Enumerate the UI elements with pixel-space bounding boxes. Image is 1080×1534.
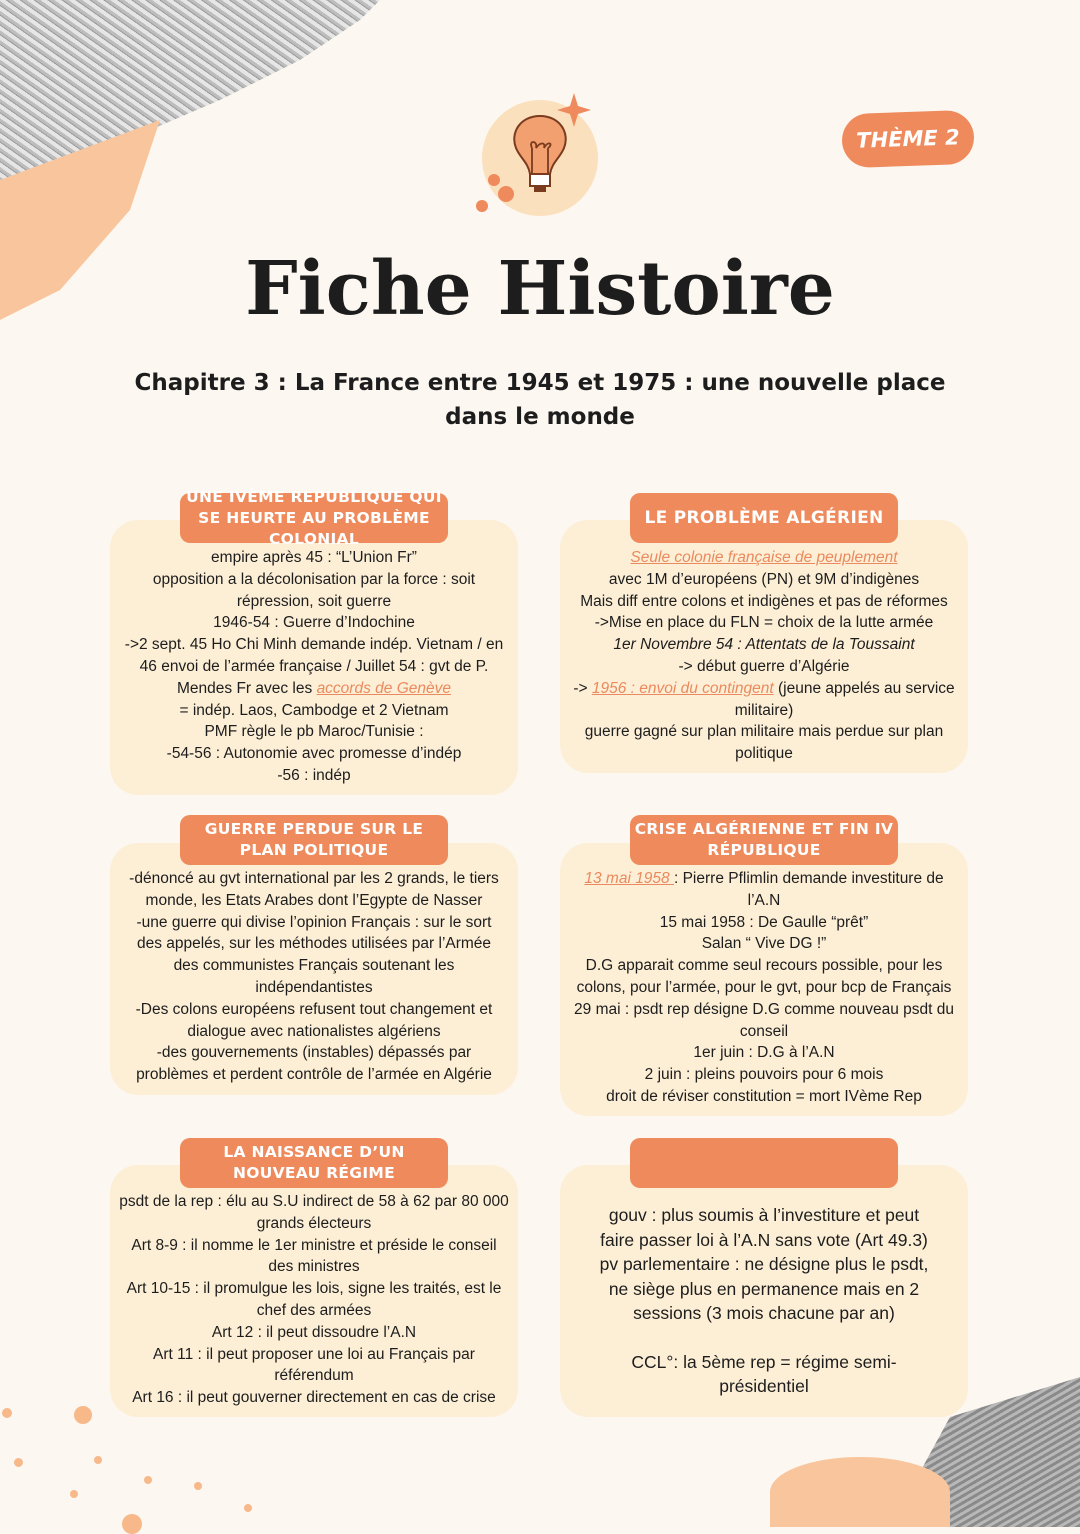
text-segment: empire après 45 : “L’Union Fr” <box>211 549 417 566</box>
dot-decoration <box>144 1476 152 1484</box>
card-line <box>104 1278 524 1300</box>
card-line <box>104 999 524 1021</box>
text-segment: 1946-54 : Guerre d’Indochine <box>213 614 415 632</box>
text-segment: 1er juin : D.G à l’A.N <box>693 1044 835 1062</box>
text-segment: militaire) <box>734 701 794 719</box>
card-line <box>104 1021 524 1043</box>
card-line <box>560 1326 968 1350</box>
card-line <box>554 955 974 977</box>
text-segment: dialogue avec nationalistes algériens <box>187 1022 441 1040</box>
text-segment: Mais diff entre colons et indigènes et pas de réformes <box>580 592 948 610</box>
card-line <box>104 634 524 656</box>
dot-decoration <box>14 1458 23 1467</box>
card-line <box>560 1277 968 1302</box>
text-segment: grands électeurs <box>256 1214 372 1232</box>
dot-decoration <box>244 1504 252 1512</box>
text-segment: problèmes et perdent contrôle de l’armée en Algérie <box>136 1066 492 1084</box>
text-segment: politique <box>735 745 793 763</box>
card-line <box>554 1086 974 1108</box>
card-line <box>104 721 524 743</box>
text-segment: 29 mai : psdt rep désigne D.G comme nouveau psdt du <box>574 1000 954 1018</box>
card-body <box>560 1203 968 1399</box>
text-segment: opposition a la décolonisation par la force : soit <box>152 570 476 588</box>
card-line <box>104 1042 524 1064</box>
card-body <box>104 868 524 1086</box>
text-segment: 1er Novembre 54 : Attentats de la Toussaint <box>613 636 915 654</box>
card-line <box>554 912 974 934</box>
card-new-regime <box>110 1165 518 1417</box>
text-segment: Art 10-15 : il promulgue les lois, signe les traités, est le <box>126 1280 502 1298</box>
dot-decoration <box>2 1408 12 1418</box>
highlighted-term: accords de Genève <box>316 679 451 697</box>
card-line <box>104 569 524 591</box>
text-segment: faire passer loi à l’A.N sans vote (Art 49.3) <box>600 1229 928 1250</box>
card-line <box>104 1322 524 1344</box>
card-line <box>554 977 974 999</box>
text-segment: -> <box>573 679 592 697</box>
text-segment: des communistes Français soutenant les <box>173 957 455 975</box>
text-segment: répression, soit guerre <box>236 592 392 610</box>
text-segment: Art 11 : il peut proposer une loi au Français par <box>153 1345 475 1363</box>
card-heading: GUERRE PERDUE SUR LE PLAN POLITIQUE <box>180 815 448 865</box>
text-segment: -56 : indép <box>277 766 351 784</box>
text-segment: -des gouvernements (instables) dépassés par <box>156 1044 472 1062</box>
text-segment: 15 mai 1958 : De Gaulle “prêt” <box>659 913 869 931</box>
card-line <box>554 743 974 765</box>
card-line <box>104 1256 524 1278</box>
card-line <box>104 678 524 700</box>
card-body <box>104 1191 524 1409</box>
text-segment: ->2 sept. 45 Ho Chi Minh demande indép. Vietnam / en <box>124 636 504 654</box>
card-body <box>554 547 974 765</box>
text-segment: : Pierre Pflimlin demande investiture de <box>673 870 944 887</box>
card-line <box>554 1042 974 1064</box>
card-line <box>554 678 974 700</box>
card-line <box>554 868 974 890</box>
card-line <box>104 933 524 955</box>
card-heading: LE PROBLÈME ALGÉRIEN <box>630 493 898 543</box>
card-line <box>554 1064 974 1086</box>
card-line <box>554 634 974 656</box>
card-line <box>554 700 974 722</box>
highlighted-term: 13 mai 1958 <box>584 870 674 887</box>
text-segment: 46 envoi de l’armée française / Juillet 54 : gvt de P. <box>139 657 489 675</box>
lightbulb-icon <box>470 88 610 218</box>
card-line <box>104 868 524 890</box>
card-body <box>104 547 524 787</box>
text-segment: présidentiel <box>719 1376 809 1396</box>
text-segment: Art 8-9 : il nomme le 1er ministre et préside le conseil <box>131 1236 497 1254</box>
text-segment: avec 1M d’européens (PN) et 9M d’indigènes <box>608 570 920 588</box>
card-conclusion <box>560 1165 968 1417</box>
card-body <box>554 868 974 1108</box>
text-segment: des appelés, sur les méthodes utilisées par l’Armée <box>136 935 492 953</box>
dot-decoration <box>194 1482 202 1490</box>
card-line <box>104 656 524 678</box>
card-line <box>554 933 974 955</box>
card-line <box>554 1021 974 1043</box>
card-algerian-problem <box>560 520 968 773</box>
dot-decoration <box>122 1514 142 1534</box>
card-line <box>560 1252 968 1277</box>
card-heading: LA NAISSANCE D’UN NOUVEAU RÉGIME <box>180 1138 448 1188</box>
card-line <box>104 547 524 569</box>
card-line <box>104 743 524 765</box>
card-line <box>554 591 974 613</box>
card-line <box>104 1365 524 1387</box>
text-segment: -une guerre qui divise l’opinion Français : sur le sort <box>136 913 492 931</box>
text-segment: Art 12 : il peut dissoudre l’A.N <box>211 1323 417 1341</box>
text-segment: psdt de la rep : élu au S.U indirect de 58 à 62 par 80 000 <box>119 1193 509 1210</box>
text-segment: Mendes Fr avec les <box>177 679 317 697</box>
card-line <box>554 999 974 1021</box>
text-segment: guerre gagné sur plan militaire mais perdue sur plan <box>584 723 944 741</box>
card-line <box>104 977 524 999</box>
page-title: Fiche Histoire <box>245 246 835 332</box>
card-line <box>104 1235 524 1257</box>
dot-decoration <box>94 1456 102 1464</box>
card-line <box>554 721 974 743</box>
card-heading: CRISE ALGÉRIENNE ET FIN IV RÉPUBLIQUE <box>630 815 898 865</box>
chapter-subtitle: Chapitre 3 : La France entre 1945 et 1975 : une nouvelle place dans le monde <box>134 370 946 430</box>
card-line <box>104 912 524 934</box>
text-segment: sessions (3 mois chacune par an) <box>633 1303 895 1323</box>
text-segment: -> début guerre d’Algérie <box>678 657 850 675</box>
text-segment: référendum <box>274 1367 354 1385</box>
card-line <box>104 1300 524 1322</box>
card-colonial-problem <box>110 520 518 795</box>
card-line <box>104 765 524 787</box>
card-line <box>560 1350 968 1375</box>
text-segment: conseil <box>739 1022 789 1040</box>
text-segment: -Des colons européens refusent tout changement et <box>135 1000 493 1018</box>
text-segment: l’A.N <box>747 891 781 909</box>
text-segment: -54-56 : Autonomie avec promesse d’indép <box>166 745 462 763</box>
text-segment: monde, les Etats Arabes dont l’Egypte de Nasser <box>145 891 483 909</box>
text-segment: PMF règle le pb Maroc/Tunisie : <box>204 723 424 741</box>
text-segment: indépendantistes <box>255 978 373 996</box>
card-line <box>560 1203 968 1228</box>
card-line <box>104 955 524 977</box>
text-segment: des ministres <box>268 1258 360 1276</box>
text-segment: -dénoncé au gvt international par les 2 grands, le tiers <box>129 870 499 887</box>
text-segment: Salan “ Vive DG !” <box>701 935 827 953</box>
text-segment: gouv : plus soumis à l’investiture et peut <box>608 1205 920 1225</box>
card-line <box>104 1387 524 1409</box>
text-segment: (jeune appelés au service <box>773 679 955 697</box>
card-line <box>104 1344 524 1366</box>
card-heading: UNE IVÈME REPUBLIQUE QUI SE HEURTE AU PROBLÈME COLONIAL <box>180 493 448 543</box>
card-line <box>104 591 524 613</box>
dot-decoration <box>70 1490 78 1498</box>
text-segment: droit de réviser constitution = mort IVème Rep <box>606 1087 922 1105</box>
text-segment: colons, pour l’armée, pour le gvt, pour bcp de Français <box>576 978 952 996</box>
text-segment: CCL°: la 5ème rep = régime semi- <box>631 1351 897 1372</box>
text-segment: Art 16 : il peut gouverner directement en cas de crise <box>132 1389 496 1407</box>
card-political-defeat <box>110 843 518 1095</box>
card-line <box>104 1191 524 1213</box>
dot-decoration <box>74 1406 92 1424</box>
card-line <box>104 1213 524 1235</box>
text-segment: D.G apparait comme seul recours possible, pour les <box>585 957 943 975</box>
card-line <box>554 656 974 678</box>
text-segment: chef des armées <box>256 1301 372 1319</box>
card-line <box>104 1064 524 1086</box>
card-line <box>554 612 974 634</box>
card-line <box>560 1374 968 1399</box>
card-line <box>554 890 974 912</box>
text-segment: = indép. Laos, Cambodge et 2 Vietnam <box>179 701 449 719</box>
card-line <box>104 700 524 722</box>
card-algerian-crisis <box>560 843 968 1116</box>
card-line <box>560 1228 968 1253</box>
peach-shape-decoration <box>770 1457 950 1527</box>
card-line <box>104 890 524 912</box>
card-line <box>554 569 974 591</box>
highlighted-term: 1956 : envoi du contingent <box>591 679 774 697</box>
text-segment: ->Mise en place du FLN = choix de la lutte armée <box>594 614 934 632</box>
text-segment: 2 juin : pleins pouvoirs pour 6 mois <box>644 1066 884 1084</box>
card-line <box>554 547 974 569</box>
card-line <box>104 612 524 634</box>
card-line <box>560 1301 968 1326</box>
text-segment: pv parlementaire : ne désigne plus le psdt, <box>599 1254 929 1274</box>
text-segment: ne siège plus en permanence mais en 2 <box>608 1278 920 1299</box>
highlighted-term: Seule colonie française de peuplement <box>630 549 898 566</box>
theme-badge: THÈME 2 <box>841 110 975 169</box>
card-heading <box>630 1138 898 1188</box>
